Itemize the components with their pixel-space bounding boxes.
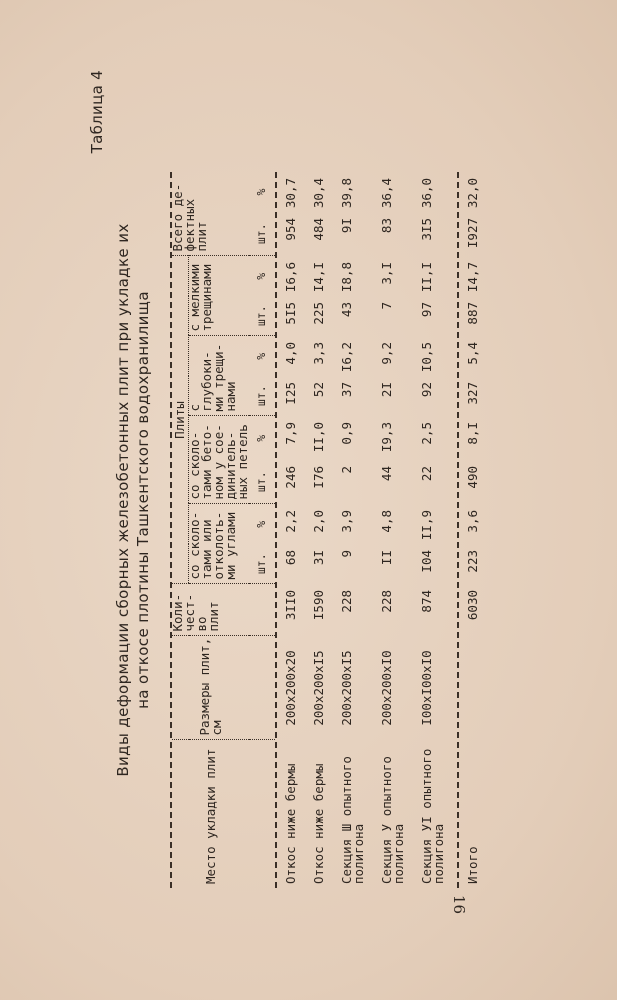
- value-cell: II,9: [419, 510, 434, 541]
- size-cell: I00xI00xI0: [419, 650, 434, 726]
- total-count: 6030: [465, 590, 480, 621]
- value-cell: I4,I: [311, 262, 326, 293]
- value-cell: I25: [283, 382, 298, 405]
- unit-percent: %: [254, 188, 268, 196]
- table-row: [373, 172, 413, 888]
- count-cell: 874: [419, 590, 434, 613]
- unit-percent: %: [254, 352, 268, 360]
- page-number: 16: [450, 894, 468, 914]
- table-title-line-2: на откосе плотины Ташкентского водохранилища: [134, 291, 152, 709]
- place-cell: Откос ниже бермы: [283, 763, 298, 884]
- value-cell: II,I: [419, 262, 434, 293]
- value-cell: 83: [379, 218, 394, 234]
- value-cell: 7: [379, 302, 394, 310]
- total-value-cell: 223: [465, 550, 480, 573]
- value-cell: 0,9: [339, 422, 354, 445]
- value-cell: 3I5: [419, 218, 434, 241]
- value-cell: 9: [339, 550, 354, 558]
- value-cell: 39,8: [339, 178, 354, 209]
- size-cell: 200x200xI5: [339, 650, 354, 726]
- unit-percent: %: [254, 272, 268, 280]
- table-row: [413, 172, 453, 888]
- count-cell: I590: [311, 590, 326, 621]
- table-row: [277, 172, 305, 888]
- value-cell: I76: [311, 466, 326, 489]
- table-row: [305, 172, 333, 888]
- count-cell: 228: [379, 590, 394, 613]
- total-value-cell: 32,0: [465, 178, 480, 209]
- unit-pieces: шт.: [249, 376, 275, 416]
- value-cell: 5I5: [283, 302, 298, 325]
- total-size-empty: [459, 636, 487, 740]
- place-cell: Секция УI опытного полигона: [419, 748, 446, 884]
- table-row: [333, 172, 373, 888]
- value-cell: I9,3: [379, 422, 394, 453]
- value-cell: 954: [283, 218, 298, 241]
- value-cell: 3,I: [379, 262, 394, 285]
- size-cell: 200x200x20: [283, 650, 298, 726]
- value-cell: 92: [419, 382, 434, 398]
- value-cell: 3,9: [339, 510, 354, 533]
- header-count: Коли- чест- во плит: [172, 584, 249, 636]
- count-cell: 3II0: [283, 590, 298, 621]
- place-cell: Секция У опытного полигона: [379, 756, 406, 884]
- value-cell: 2,2: [283, 510, 298, 533]
- value-cell: 4,0: [283, 342, 298, 365]
- value-cell: I8,8: [339, 262, 354, 293]
- value-cell: 2I: [379, 382, 394, 398]
- total-value-cell: 3,6: [465, 510, 480, 533]
- value-cell: 52: [311, 382, 326, 398]
- total-value-cell: 490: [465, 466, 480, 489]
- value-cell: 2,0: [311, 510, 326, 533]
- value-cell: 44: [379, 466, 394, 482]
- total-value-cell: I927: [465, 218, 480, 249]
- total-value-cell: 327: [465, 382, 480, 405]
- total-value-cell: I4,7: [465, 262, 480, 293]
- value-cell: 43: [339, 302, 354, 318]
- value-cell: 30,7: [283, 178, 298, 209]
- value-cell: 9I: [339, 218, 354, 234]
- value-cell: 9,2: [379, 342, 394, 365]
- place-cell: Секция Ш опытного полигона: [339, 756, 366, 884]
- value-cell: 22: [419, 466, 434, 482]
- total-row: [459, 172, 487, 888]
- value-cell: I6,2: [339, 342, 354, 373]
- size-cell: 200x200xI0: [379, 650, 394, 726]
- unit-pieces: шт.: [249, 544, 275, 584]
- value-cell: 36,0: [419, 178, 434, 209]
- count-cell: 228: [339, 590, 354, 613]
- header-small-cracks: с мелкими трещинами: [189, 256, 250, 336]
- size-cell: 200x200xI5: [311, 650, 326, 726]
- value-cell: 3,3: [311, 342, 326, 365]
- unit-percent: %: [254, 520, 268, 528]
- value-cell: 484: [311, 218, 326, 241]
- unit-pieces: шт.: [249, 460, 275, 504]
- total-value-cell: 5,4: [465, 342, 480, 365]
- value-cell: 37: [339, 382, 354, 398]
- unit-percent: %: [254, 434, 268, 442]
- value-cell: 7,9: [283, 422, 298, 445]
- value-cell: 36,4: [379, 178, 394, 209]
- value-cell: I04: [419, 550, 434, 573]
- value-cell: 30,4: [311, 178, 326, 209]
- table-title-line-1: Виды деформации сборных железобетонных плит при укладке их: [114, 223, 132, 777]
- value-cell: I0,5: [419, 342, 434, 373]
- header-chipped: со сколо- тами или отколоть- ми углами: [189, 504, 250, 584]
- header-chipped-loops: со сколо- тами бето- ном у сое- динитель- ных петель: [189, 416, 250, 504]
- value-cell: 246: [283, 466, 298, 489]
- header-plates-group: Плиты: [172, 256, 189, 584]
- total-value-cell: 8,I: [465, 422, 480, 445]
- value-cell: 68: [283, 550, 298, 566]
- unit-pieces: шт.: [249, 296, 275, 336]
- value-cell: I6,6: [283, 262, 298, 293]
- value-cell: 2: [339, 466, 354, 474]
- total-value-cell: 887: [465, 302, 480, 325]
- value-cell: 225: [311, 302, 326, 325]
- header-place: Место укладки плит: [202, 748, 218, 884]
- value-cell: II: [379, 550, 394, 566]
- header-total: Всего де- фектных плит: [172, 172, 249, 256]
- place-cell: Откос ниже бермы: [311, 763, 326, 884]
- header-deep-cracks: с глубоки- ми трещи- нами: [189, 336, 250, 416]
- deformation-table: [170, 172, 487, 888]
- value-cell: 2,5: [419, 422, 434, 445]
- value-cell: 4,8: [379, 510, 394, 533]
- header-size: Размеры плит, см: [172, 636, 249, 740]
- total-label: Итого: [465, 846, 480, 884]
- value-cell: 3I: [311, 550, 326, 566]
- units-row: [249, 172, 275, 888]
- value-cell: 97: [419, 302, 434, 318]
- unit-pieces: шт.: [249, 212, 275, 256]
- value-cell: II,0: [311, 422, 326, 453]
- table-number: Таблица 4: [88, 70, 106, 154]
